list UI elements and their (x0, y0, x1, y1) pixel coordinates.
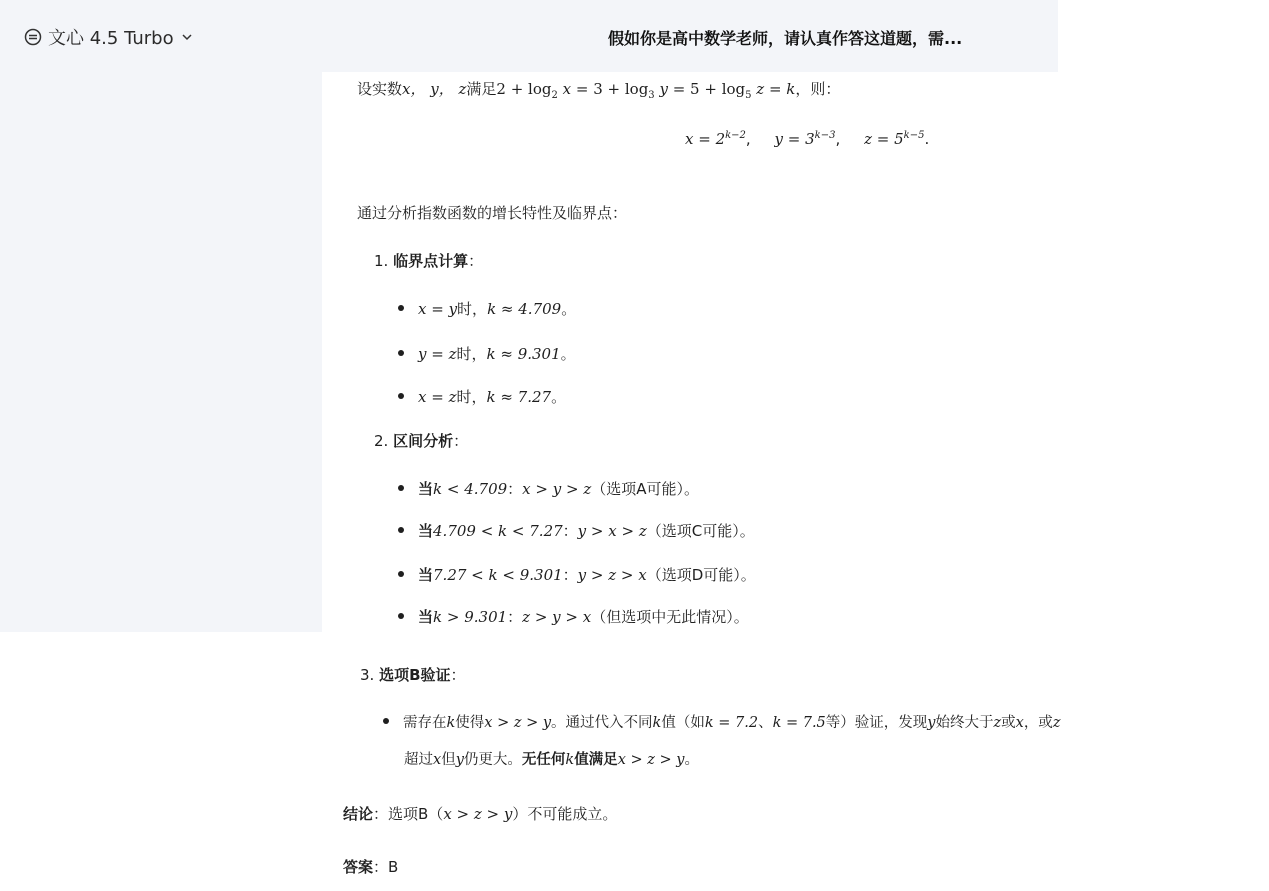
list-item: 当k > 9.301：z > y > x（但选项中无此情况）。 (398, 606, 749, 627)
section-3-heading: 3. 选项B验证： (360, 666, 466, 684)
section-2-heading: 2. 区间分析： (374, 432, 469, 450)
answer-value: ：B (373, 858, 399, 876)
list-item: 当4.709 < k < 7.27：y > x > z（选项C可能）。 (398, 520, 755, 541)
x-expression: $x = 2^{k-2}$ (685, 130, 746, 148)
list-item: 当k < 4.709：x > y > z（选项A可能）。 (398, 478, 699, 499)
conclusion-label: 结论 (343, 805, 374, 823)
chat-title: 假如你是高中数学老师，请认真作答这道题，需... (608, 29, 963, 48)
intro-line: 设实数x， y， z满足$2 + \log_2 x = 3 + \log_3 y = 5 + \log_5 z = k$，则： (357, 80, 841, 101)
analysis-intro: 通过分析指数函数的增长特性及临界点： (357, 204, 628, 222)
conclusion-line: 结论：选项B（x > z > y）不可能成立。 (343, 805, 618, 823)
list-item: 需存在k使得x > z > y。通过代入不同k值（如k = 7.2、k = 7.5等）验证，发现y始终大于z或x，或z (383, 711, 1060, 732)
list-item-continuation: 超过x但y仍更大。无任何k值满足x > z > y。 (404, 752, 699, 768)
z-expression: $z = 5^{k-5}$ (864, 130, 925, 148)
list-item: 当7.27 < k < 9.301：y > z > x（选项D可能）。 (398, 564, 756, 585)
answer-line (343, 856, 398, 877)
list-item: x = z时，k ≈ 7.27。 (398, 386, 566, 407)
answer-label: 答案 (343, 858, 374, 876)
list-item: y = z时，k ≈ 9.301。 (398, 343, 576, 364)
model-label: 文心 4.5 Turbo (48, 28, 174, 49)
display-equation: $x = 2^{k-2}$, $y = 3^{k-3}$, $z = 5^{k-5}$. (685, 130, 930, 148)
y-expression: $y = 3^{k-3}$ (774, 130, 836, 148)
list-item: x = y时，k ≈ 4.709。 (398, 298, 576, 319)
section-1-heading: 1. 临界点计算： (374, 252, 484, 270)
